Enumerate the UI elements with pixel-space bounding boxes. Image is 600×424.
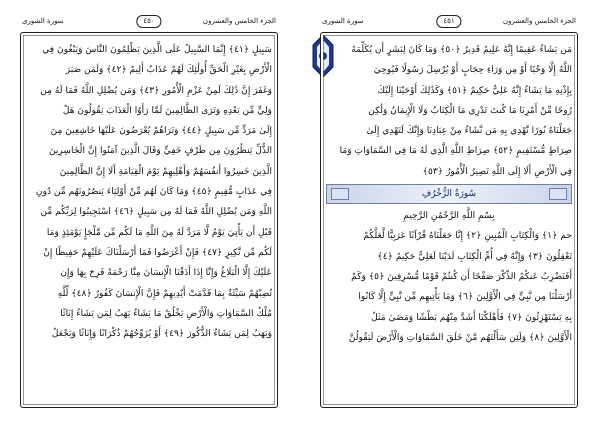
left-page-header	[22, 14, 276, 28]
verse-line: لَكُم مِّن نَّكِيرٍ ﴿٤٧﴾ فَإِنْ أَعْرَضُوا فَمَا أَرْسَلْنَاكَ عَلَيْهِمْ حَفِيظًا إِنْ	[43, 247, 272, 258]
right-page	[306, 6, 592, 416]
verse-line: قَبْلِ أَن يَأْتِيَ يَوْمٌ لَّا مَرَدَّ لَهُ مِنَ اللَّهِ مَا لَكُم مِّن مَّلْجَإٍ يَوْمَئِذٍ وَمَا	[46, 227, 272, 238]
verse-line: رُوحًا مِّنْ أَمْرِنَا مَا كُنتَ تَدْرِي مَا الْكِتَابُ وَلَا الْإِيمَانُ وَلَٰكِن	[368, 105, 572, 116]
verse-line: تَعْقِلُونَ ﴿٣﴾ وَإِنَّهُ فِي أُمِّ الْكِتَابِ لَدَيْنَا لَعَلِيٌّ حَكِيمٌ ﴿٤﴾	[377, 251, 572, 262]
left-page	[6, 6, 292, 416]
verse-line: مَن يَشَاءُ عَقِيمًا إِنَّهُ عَلِيمٌ قَدِيرٌ ﴿٥٠﴾ وَمَا كَانَ لِبَشَرٍ أَن يُكَلِّمَهُ	[351, 45, 572, 55]
left-sura-title: سورة الشورى	[22, 17, 64, 25]
verse-line: إِلَىٰ مَرَدٍّ مِّن سَبِيلٍ ﴿٤٤﴾ وَتَرَاهُمْ يُعْرَضُونَ عَلَيْهَا خَاشِعِينَ مِنَ	[50, 126, 272, 137]
verse-line: صِرَاطٍ مُّسْتَقِيمٍ ﴿٥٢﴾ صِرَاطِ اللَّهِ الَّذِي لَهُ مَا فِي السَّمَاوَاتِ وَمَا	[339, 146, 572, 157]
verse-line: بِهِ يَسْتَهْزِئُونَ ﴿٧﴾ فَأَهْلَكْنَا أَشَدَّ مِنْهُم بَطْشًا وَمَضَىٰ مَثَلُ	[371, 312, 572, 323]
verse-line: جَعَلْنَاهُ نُورًا نَّهْدِي بِهِ مَن نَّشَاءُ مِنْ عِبَادِنَا وَإِنَّكَ لَتَهْدِي إِلَىٰ	[366, 126, 572, 137]
verse-line: الَّذِينَ خَسِرُوا أَنفُسَهُمْ وَأَهْلِيهِمْ يَوْمَ الْقِيَامَةِ أَلَا إِنَّ الظَّالِمِينَ	[59, 166, 272, 177]
right-page-header	[322, 14, 576, 28]
left-juz-title: الجزء الخامس والعشرون	[202, 17, 276, 25]
verse-line: وَغَفَرَ إِنَّ ذَٰلِكَ لَمِنْ عَزْمِ الْأُمُورِ ﴿٤٣﴾ وَمَن يُضْلِلِ اللَّهُ فَمَا لَهُ مِن	[40, 85, 272, 96]
verse-line: مُلْكُ السَّمَاوَاتِ وَالْأَرْضِ يَخْلُقُ مَا يَشَاءُ يَهَبُ لِمَن يَشَاءُ إِنَاثًا	[60, 308, 272, 319]
verse-line: فِي عَذَابٍ مُّقِيمٍ ﴿٤٥﴾ وَمَا كَانَ لَهُم مِّنْ أَوْلِيَاءَ يَنصُرُونَهُم مِّن دُونِ	[35, 187, 272, 198]
verse-line: وَيَهَبُ لِمَن يَشَاءُ الذُّكُورَ ﴿٤٩﴾ أَوْ يُزَوِّجُهُمْ ذُكْرَانًا وَإِنَاثًا وَيَجْعَلُ	[51, 329, 272, 340]
verse-line: سَبِيلٍ ﴿٤١﴾ إِنَّمَا السَّبِيلُ عَلَى الَّذِينَ يَظْلِمُونَ النَّاسَ وَيَبْغُونَ فِي	[42, 45, 272, 55]
right-juz-title: الجزء الخامس والعشرون	[502, 17, 576, 25]
ornament-icon	[549, 188, 567, 200]
sura-title: سُورَةُ الزُّخْرُفِ	[421, 189, 477, 200]
left-page-number: ٤٥٠	[136, 15, 161, 28]
verse-line: حم ﴿١﴾ وَالْكِتَابِ الْمُبِينِ ﴿٢﴾ إِنَّا جَعَلْنَاهُ قُرْآنًا عَرَبِيًّا لَّعَلَّكُمْ	[363, 231, 572, 242]
verse-line: أَرْسَلْنَا مِن نَّبِيٍّ فِي الْأَوَّلِينَ ﴿٦﴾ وَمَا يَأْتِيهِم مِّن نَّبِيٍّ إِلَّا كَانُوا	[358, 292, 572, 303]
basmala: بِسْمِ اللَّهِ الرَّحْمَٰنِ الرَّحِيمِ	[403, 211, 495, 222]
verse-line: الْأَوَّلِينَ ﴿٨﴾ وَلَئِن سَأَلْتَهُم مَّنْ خَلَقَ السَّمَاوَاتِ وَالْأَرْضَ لَيَقُولُنَّ	[348, 332, 572, 343]
verse-line: الذُّلِّ يَنظُرُونَ مِن طَرْفٍ خَفِيٍّ وَقَالَ الَّذِينَ آمَنُوا إِنَّ الْخَاسِرِينَ	[48, 146, 272, 157]
right-page-number: ٤٥١	[436, 15, 461, 28]
verse-line: وَلِيٍّ مِّن بَعْدِهِ وَتَرَى الظَّالِمِينَ لَمَّا رَأَوُا الْعَذَابَ يَقُولُونَ هَلْ	[62, 105, 272, 116]
verse-line: عَلَيْكَ إِلَّا الْبَلَاغُ وَإِنَّا إِذَا أَذَقْنَا الْإِنسَانَ مِنَّا رَحْمَةً فَرِحَ بِهَا وَإِن	[60, 268, 272, 279]
verse-line: اللَّهُ إِلَّا وَحْيًا أَوْ مِن وَرَاءِ حِجَابٍ أَوْ يُرْسِلَ رَسُولًا فَيُوحِيَ	[373, 65, 572, 76]
ornament-icon	[331, 188, 349, 200]
verse-line: تُصِبْهُمْ سَيِّئَةٌ بِمَا قَدَّمَتْ أَيْدِيهِمْ فَإِنَّ الْإِنسَانَ كَفُورٌ ﴿٤٨﴾ لِّلَّهِ	[57, 288, 272, 299]
verse-line: بِإِذْنِهِ مَا يَشَاءُ إِنَّهُ عَلِيٌّ حَكِيمٌ ﴿٥١﴾ وَكَذَٰلِكَ أَوْحَيْنَا إِلَيْكَ	[377, 85, 572, 96]
sura-title-banner	[326, 184, 572, 204]
right-page-text	[326, 40, 572, 348]
right-sura-title: سورة الشورى	[322, 17, 364, 25]
verse-line: أَفَنَضْرِبُ عَنكُمُ الذِّكْرَ صَفْحًا أَن كُنتُمْ قَوْمًا مُّسْرِفِينَ ﴿٥﴾ وَكَمْ	[351, 271, 572, 282]
verse-line: الْأَرْضِ بِغَيْرِ الْحَقِّ أُولَٰئِكَ لَهُمْ عَذَابٌ أَلِيمٌ ﴿٤٢﴾ وَلَمَن صَبَرَ	[65, 65, 272, 76]
verse-line: اللَّهِ وَمَن يُضْلِلِ اللَّهُ فَمَا لَهُ مِن سَبِيلٍ ﴿٤٦﴾ اسْتَجِيبُوا لِرَبِّكُم مِّن	[40, 207, 272, 218]
left-page-text	[26, 40, 272, 344]
verse-line: فِي الْأَرْضِ أَلَا إِلَى اللَّهِ تَصِيرُ الْأُمُورُ ﴿٥٣﴾	[422, 166, 572, 177]
